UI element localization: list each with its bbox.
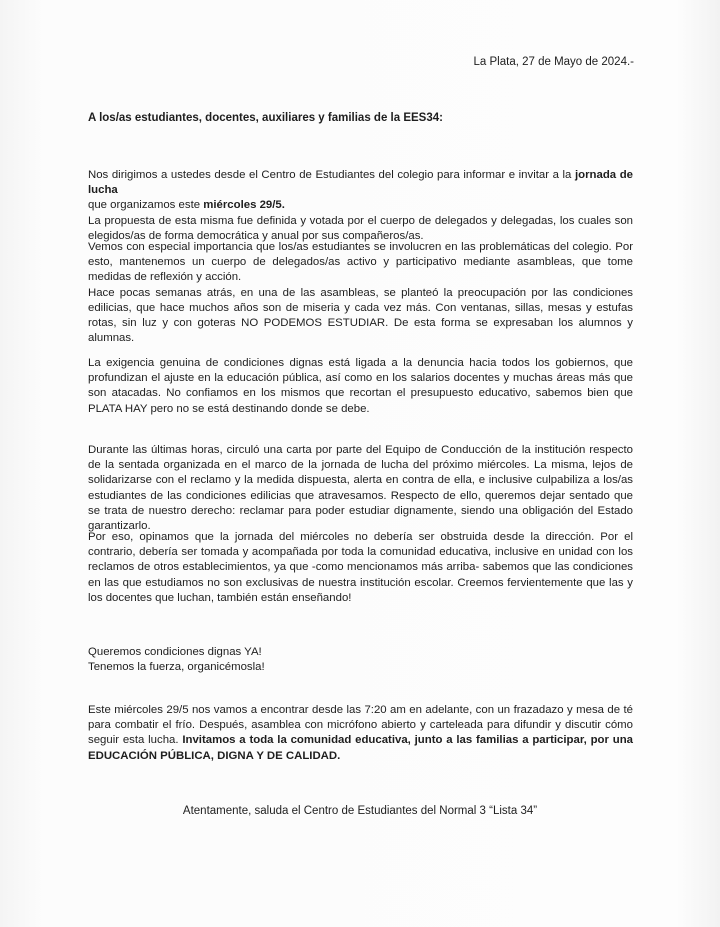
paragraph-6 bbox=[88, 645, 633, 675]
paragraph-7 bbox=[88, 703, 633, 764]
p2-text-a: Vemos con especial importancia que los/as estudiantes se involucren en las problemáticas del colegio. Por esto, mantenemos un cuerpo de delegados/as activo y participativo mediante asambleas, que tome medidas de reflexión y acción. bbox=[88, 241, 633, 284]
p1-bold-jornada: jornada de lucha bbox=[88, 169, 633, 197]
p7-bold-invitation: Invitamos a toda la comunidad educativa, junto a las familias a participar, por una EDUCACIÓN PÚBLICA, DIGNA Y DE CALIDAD. bbox=[88, 734, 633, 762]
p1-text-e: La propuesta de esta misma fue definida y votada por el cuerpo de delegados y delegadas, los cuales son elegidos/as de forma democrática y anual por sus compañeros/as. bbox=[88, 214, 633, 242]
paragraph-2 bbox=[88, 240, 633, 346]
paragraph-3 bbox=[88, 356, 633, 417]
p1-bold-date: miércoles 29/5. bbox=[203, 199, 285, 212]
p6-text-b: Tenemos la fuerza, organicémosla! bbox=[88, 661, 265, 674]
p4-text: Durante las últimas horas, circuló una carta por parte del Equipo de Conducción de la institución respecto de la sentada organizada en el marco de la jornada de lucha del próximo miércoles. La misma, lejos de solidarizarse con el reclamo y la medida dispuesta, alerta en contra de ella, e inclusive culpabiliza a los/as estudiantes de las condiciones edilicias que atravesamos. Respecto de ello, queremos dejar sentado que se trata de nuestro derecho: reclamar para poder estudiar dignamente, siendo una obligación del Estado garantizarlo. bbox=[88, 444, 633, 533]
paragraph-4 bbox=[88, 443, 633, 534]
p7-text-a: Este miércoles 29/5 nos vamos a encontrar desde las 7:20 am en adelante, con un frazadazo y mesa de té para combatir el frío. Después, asamblea con micrófono abierto y carteleada para difundir y discutir cómo seguir esta lucha. bbox=[88, 704, 633, 747]
letter-date: La Plata, 27 de Mayo de 2024.- bbox=[473, 56, 634, 68]
paragraph-1 bbox=[88, 168, 633, 244]
letter-salutation: A los/as estudiantes, docentes, auxiliares y familias de la EES34: bbox=[88, 112, 443, 124]
p1-text-c: que organizamos este bbox=[88, 199, 204, 212]
p1-text-a: Nos dirigimos a ustedes desde el Centro de Estudiantes del colegio para informar e invitar a la bbox=[88, 169, 575, 181]
p2-text-b: Hace pocas semanas atrás, en una de las asambleas, se planteó la preocupación por las condiciones edilicias, que hace muchos años son de miseria y cada vez más. Con ventanas, sillas, mesas y estufas rotas, sin luz y con goteras NO PODEMOS ESTUDIAR. De esta forma se expresaban los alumnos y alumnas. bbox=[88, 286, 633, 345]
p3-text: La exigencia genuina de condiciones dignas está ligada a la denuncia hacia todos los gobiernos, que profundizan el ajuste en la educación pública, así como en los salarios docentes y muchas áreas más que son atacadas. No confiamos en los mismos que recortan el presupuesto educativo, sabemos bien que PLATA HAY pero no se está destinando donde se debe. bbox=[88, 357, 633, 415]
letter-signature: Atentamente, saluda el Centro de Estudiantes del Normal 3 “Lista 34” bbox=[182, 805, 538, 817]
p5-text: Por eso, opinamos que la jornada del miércoles no debería ser obstruida desde la dirección. Por el contrario, debería ser tomada y acompañada por toda la comunidad educativa, inclusive en unidad con los reclamos de otros establecimientos, ya que -como mencionamos más arriba- sabemos que las condiciones en las que estudiamos no son exclusivas de nuestra institución escolar. Creemos fervientemente que las y los docentes que luchan, también están enseñando! bbox=[88, 531, 633, 604]
p6-text-a: Queremos condiciones dignas YA! bbox=[88, 646, 262, 658]
paragraph-5 bbox=[88, 530, 633, 606]
